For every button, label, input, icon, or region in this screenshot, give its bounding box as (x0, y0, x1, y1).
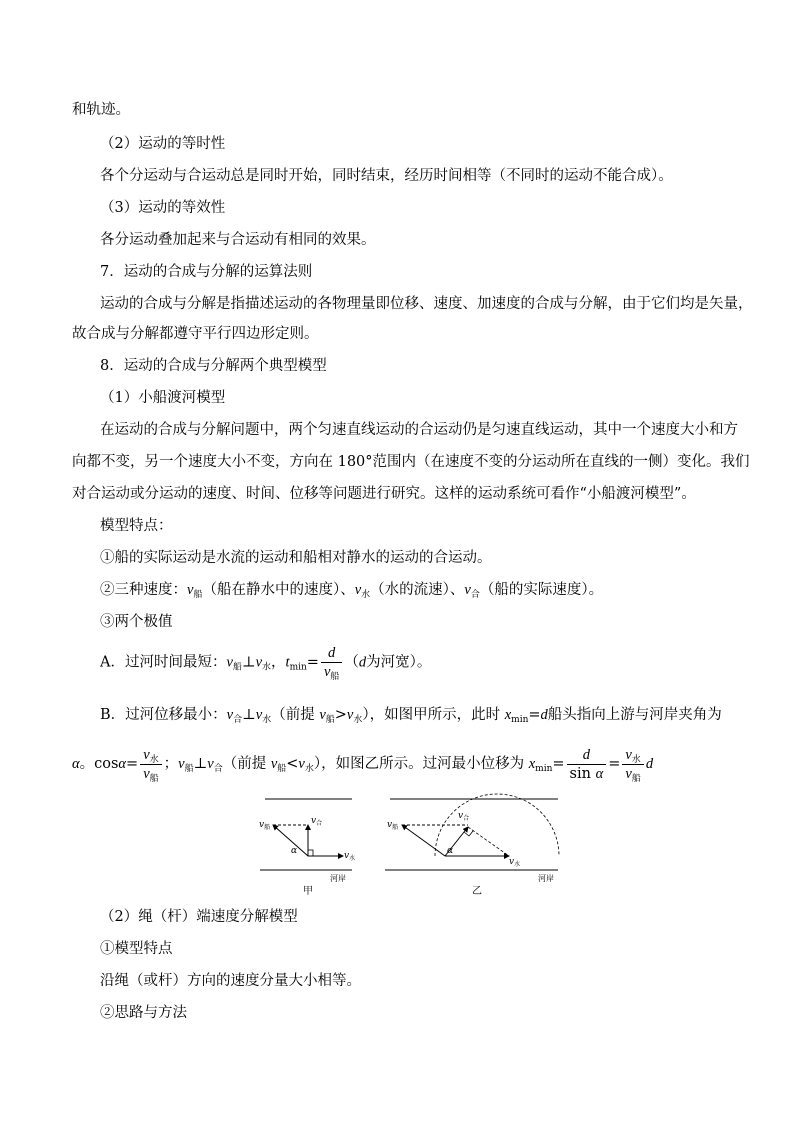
text-line-3: 各个分运动与合运动总是同时开始，同时结束，经历时间相等（不同时的运动不能合成）。 (100, 168, 673, 184)
boat-crossing-figures (255, 790, 565, 900)
text-line-12: 向都不变，另一个速度大小不变，方向在 180°范围内（在速度不变的分运动所在直线的一侧）变化。我们 (72, 454, 750, 470)
two-extremes-label: ③两个极值 (100, 614, 173, 630)
label-vcomb-yi: $v_合$ (458, 811, 470, 822)
label-yi: 乙 (472, 886, 482, 897)
text-line-13: 对合运动或分运动的速度、时间、位移等问题进行研究。这样的运动系统可看作“小船渡河模型”。 (72, 486, 696, 502)
label-vboat-jia: $v_船$ (259, 820, 271, 831)
fraction-vwater-over-vboat-2: $\frac{v_水}{v_船}$ (622, 746, 643, 783)
subheading-simultaneity: （2）运动的等时性 (100, 136, 226, 152)
label-vcomb-jia: $v_合$ (311, 816, 323, 827)
label-vboat-yi: $v_船$ (387, 820, 399, 831)
label-vwater-jia: $v_水$ (344, 851, 356, 862)
subheading-equivalence: （3）运动的等效性 (100, 200, 226, 216)
formula-line-B: B．过河位移最小：$v_合\perp v_水$（前提 $v_船>v_水$），如图甲所示，此时 $x_{min}=d$船头指向上游与河岸夹角为 (100, 707, 722, 725)
subheading-boat-model: （1）小船渡河模型 (100, 390, 226, 406)
heading-8: 8．运动的合成与分解两个典型模型 (100, 358, 327, 374)
text-line-7: 运动的合成与分解是指描述运动的各物理量即位移、速度、加速度的合成与分解，由于它们均是矢量， (100, 296, 753, 312)
text-line-11: 在运动的合成与分解问题中，两个匀速直线运动的合运动仍是匀速直线运动，其中一个速度大小和方 (100, 422, 738, 438)
fraction-d-over-vboat: $\frac{d}{v_船}$ (321, 644, 342, 681)
formula-line-B2: α。cosα= $\frac{v_水}{v_船}$ ；$v_船\perp v_合$（前提 $v_船<v_水$），如图乙所示。过河最小位移为 $x_{min}=$ $\frac{d}{\text{sin α}}$ = $\frac{v_水}{v_船}$ d (72, 746, 654, 784)
three-speeds-line: ②三种速度：$v_船$（船在静水中的速度）、$v_水$（水的流速）、$v_合$（船的实际速度）。 (100, 582, 604, 600)
text-line-24: 沿绳（或杆）方向的速度分量大小相等。 (100, 973, 361, 989)
model-features-label-2: ①模型特点 (100, 941, 173, 957)
figure-yi (385, 794, 559, 897)
text-line-15: ①船的实际运动是水流的运动和船相对静水的运动的合运动。 (100, 550, 492, 566)
label-bank-jia: 河岸 (330, 874, 346, 883)
label-alpha-yi: α (447, 846, 454, 856)
label-jia: 甲 (303, 886, 313, 897)
approach-method-label: ②思路与方法 (100, 1005, 187, 1021)
text-line-1: 和轨迹。 (72, 102, 130, 118)
subheading-rope-model: （2）绳（杆）端速度分解模型 (100, 909, 298, 925)
text-line-5: 各分运动叠加起来与合运动有相同的效果。 (100, 232, 376, 248)
heading-7: 7．运动的合成与分解的运算法则 (100, 264, 313, 280)
label-vwater-yi: $v_水$ (509, 857, 521, 868)
model-features-label: 模型特点： (100, 518, 173, 534)
label-bank-yi: 河岸 (538, 874, 554, 883)
fraction-vwater-over-vboat: $\frac{v_水}{v_船}$ (140, 746, 161, 783)
formula-line-A: A．过河时间最短：$v_船\perp v_水$，$t_{min}=$ $\frac{d}{v_船}$ （d为河宽）。 (100, 645, 432, 682)
label-alpha-jia: α (291, 846, 298, 856)
vboat-arrow-yi (402, 825, 445, 856)
fraction-d-over-sin: $\frac{d}{\text{sin α}}$ (567, 746, 607, 783)
text-line-8: 故合成与分解都遵守平行四边形定则。 (72, 326, 319, 342)
